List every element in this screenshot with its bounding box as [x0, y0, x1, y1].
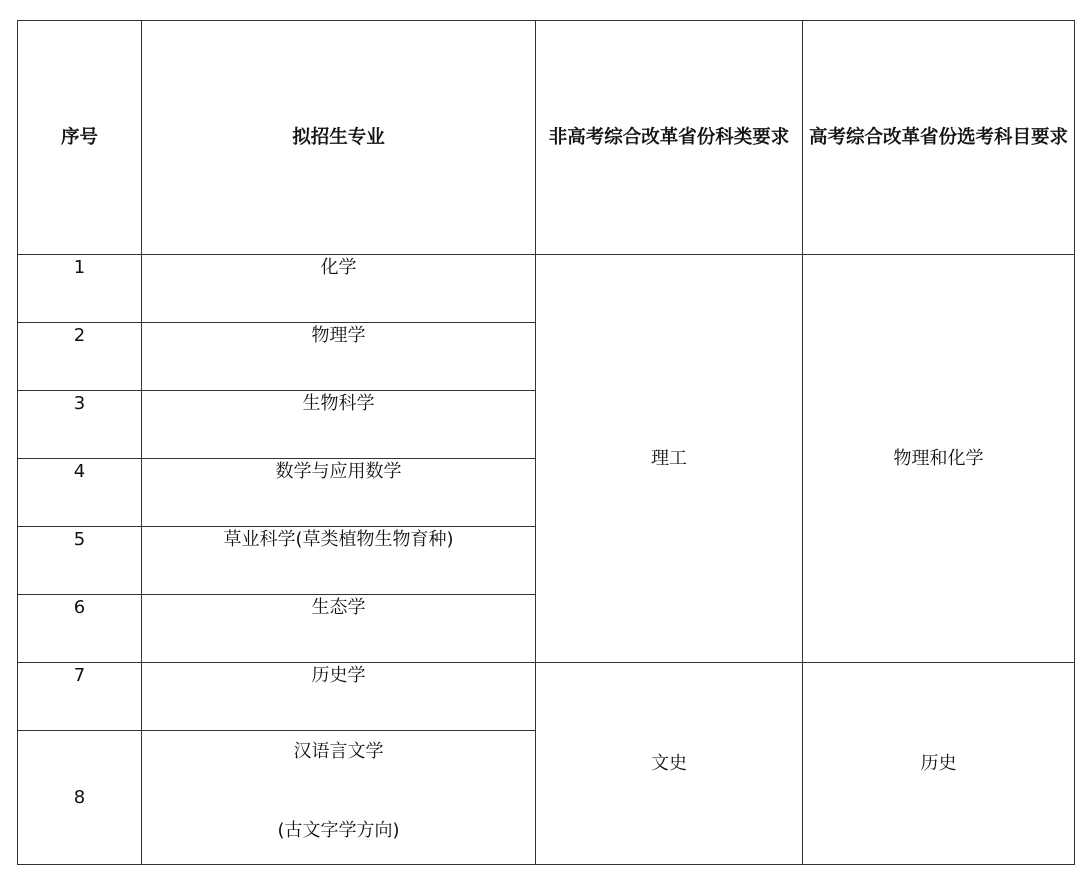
row-major: 数学与应用数学: [142, 459, 536, 527]
row-major-cell: [142, 731, 536, 865]
row-no: 7: [18, 663, 142, 731]
header-no: 序号: [18, 21, 142, 255]
row-no: 4: [18, 459, 142, 527]
row-major: 物理学: [142, 323, 536, 391]
row-major-note: (古文字学方向): [277, 819, 400, 841]
category-science: 理工: [536, 255, 803, 663]
subjects-humanities: 历史: [803, 663, 1075, 865]
row-no: 3: [18, 391, 142, 459]
row-major: 汉语言文学: [293, 741, 384, 762]
row-no: 8: [18, 731, 142, 865]
majors-table: [17, 20, 1075, 865]
header-subject-req: 高考综合改革省份选考科目要求: [803, 21, 1075, 255]
header-major: 拟招生专业: [142, 21, 536, 255]
row-major: 草业科学(草类植物生物育种): [142, 527, 536, 595]
header-category-req: 非高考综合改革省份科类要求: [536, 21, 803, 255]
row-major: 化学: [142, 255, 536, 323]
row-no: 6: [18, 595, 142, 663]
row-major: 生态学: [142, 595, 536, 663]
row-no: 5: [18, 527, 142, 595]
row-major: 历史学: [142, 663, 536, 731]
row-no: 2: [18, 323, 142, 391]
row-major: 生物科学: [142, 391, 536, 459]
table-header-row: [18, 21, 1075, 255]
row-no: 1: [18, 255, 142, 323]
table-row: [18, 255, 1075, 323]
category-humanities: 文史: [536, 663, 803, 865]
subjects-science: 物理和化学: [803, 255, 1075, 663]
table-row: [18, 663, 1075, 731]
